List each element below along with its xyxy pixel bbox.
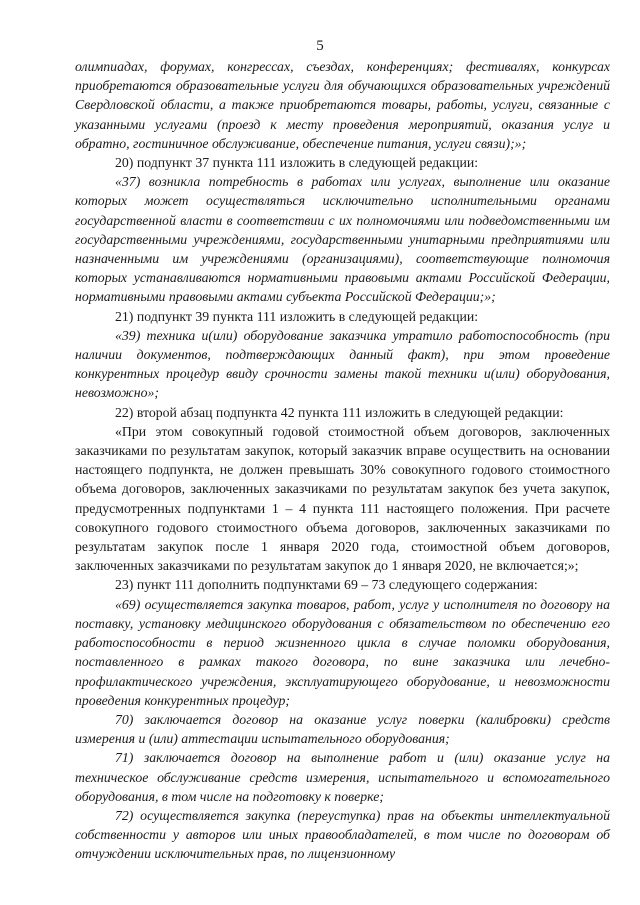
quoted-subpoint-72: 72) осуществляется закупка (переуступка) прав на объекты интеллектуальной собственности у авторов или иных правообладателей, в том числе по договорам об отчуждении исключительных прав, по лицензионному <box>75 807 610 862</box>
amendment-item-20: 20) подпункт 37 пункта 111 изложить в следующей редакции: <box>115 155 479 171</box>
quoted-subpoint-39: «39) техника и(или) оборудование заказчика утратило работоспособность (при наличии документов, подтверждающих данный факт), при этом проведение конкурентных процедур ввиду срочности замены такой техники и(или) оборудования, невозможно»; <box>75 327 610 401</box>
document-body <box>75 57 610 864</box>
quoted-subpoint-69: «69) осуществляется закупка товаров, работ, услуг у исполнителя по договору на поставку, установку медицинского оборудования с обязательством по обеспечению его работоспособности в период жизненного цикла в случае поломки оборудования, поставленного в рамках такого договора, по вине заказчика или лечебно-профилактического учреждения, эксплуатирующего оборудование, и невозможности проведения конкурентных процедур; <box>75 596 610 708</box>
amendment-item-22: 22) второй абзац подпункта 42 пункта 111 изложить в следующей редакции: <box>115 404 564 420</box>
page-number: 5 <box>316 38 324 54</box>
quoted-paragraph-42: «При этом совокупный годовой стоимостной объем договоров, заключенных заказчиками по результатам закупок, который заказчик вправе осуществить на основании настоящего подпункта, не должен превышать 30% совокупного годового стоимостного объема договоров, заключенных заказчиками по результатам закупок без учета закупок, предусмотренных подпунктами 1 – 4 пункта 111 настоящего положения. При расчете совокупного годового стоимостного объема договоров, заключенных заказчиками по результатам закупок после 1 января 2020 года, стоимостной объем договоров, заключенных заказчиками по результатам закупок до 1 января 2020, не включается;»; <box>75 423 610 574</box>
quoted-subpoint-70: 70) заключается договор на оказание услуг поверки (калибровки) средств измерения и (или) аттестации испытательного оборудования; <box>75 711 610 747</box>
amendment-item-21: 21) подпункт 39 пункта 111 изложить в следующей редакции: <box>115 308 479 324</box>
quoted-subpoint-71: 71) заключается договор на выполнение работ и (или) оказание услуг на техническое обслуживание средств измерения, испытательного и вспомогательного оборудования, в том числе на подготовку к поверке; <box>75 750 610 804</box>
quoted-subpoint-37: «37) возникла потребность в работах или услугах, выполнение или оказание которых может осуществляться исключительно исполнительными органами государственной власти в соответствии с их полномочиями или подведомственными им государственными учреждениями, государственными унитарными предприятиями или назначенными им учреждениями (организациями), соответствующие полномочия которых устанавливаются нормативными правовыми актами Российской Федерации, нормативными правовыми актами субъекта Российской Федерации;»; <box>75 174 610 305</box>
paragraph-continuation: олимпиадах, форумах, конгрессах, съездах, конференциях; фестивалях, конкурсах приобретаются образовательные услуги для обучающихся образовательных учреждений Свердловской области, а также приобретаются товары, работы, услуги, связанные с указанными услугами (проезд к месту проведения мероприятий, оказания услуг и обратно, гостиничное обслуживание, обеспечение питания, услуги связи);»; <box>75 59 610 151</box>
amendment-item-23: 23) пункт 111 дополнить подпунктами 69 – 73 следующего содержания: <box>115 577 538 593</box>
